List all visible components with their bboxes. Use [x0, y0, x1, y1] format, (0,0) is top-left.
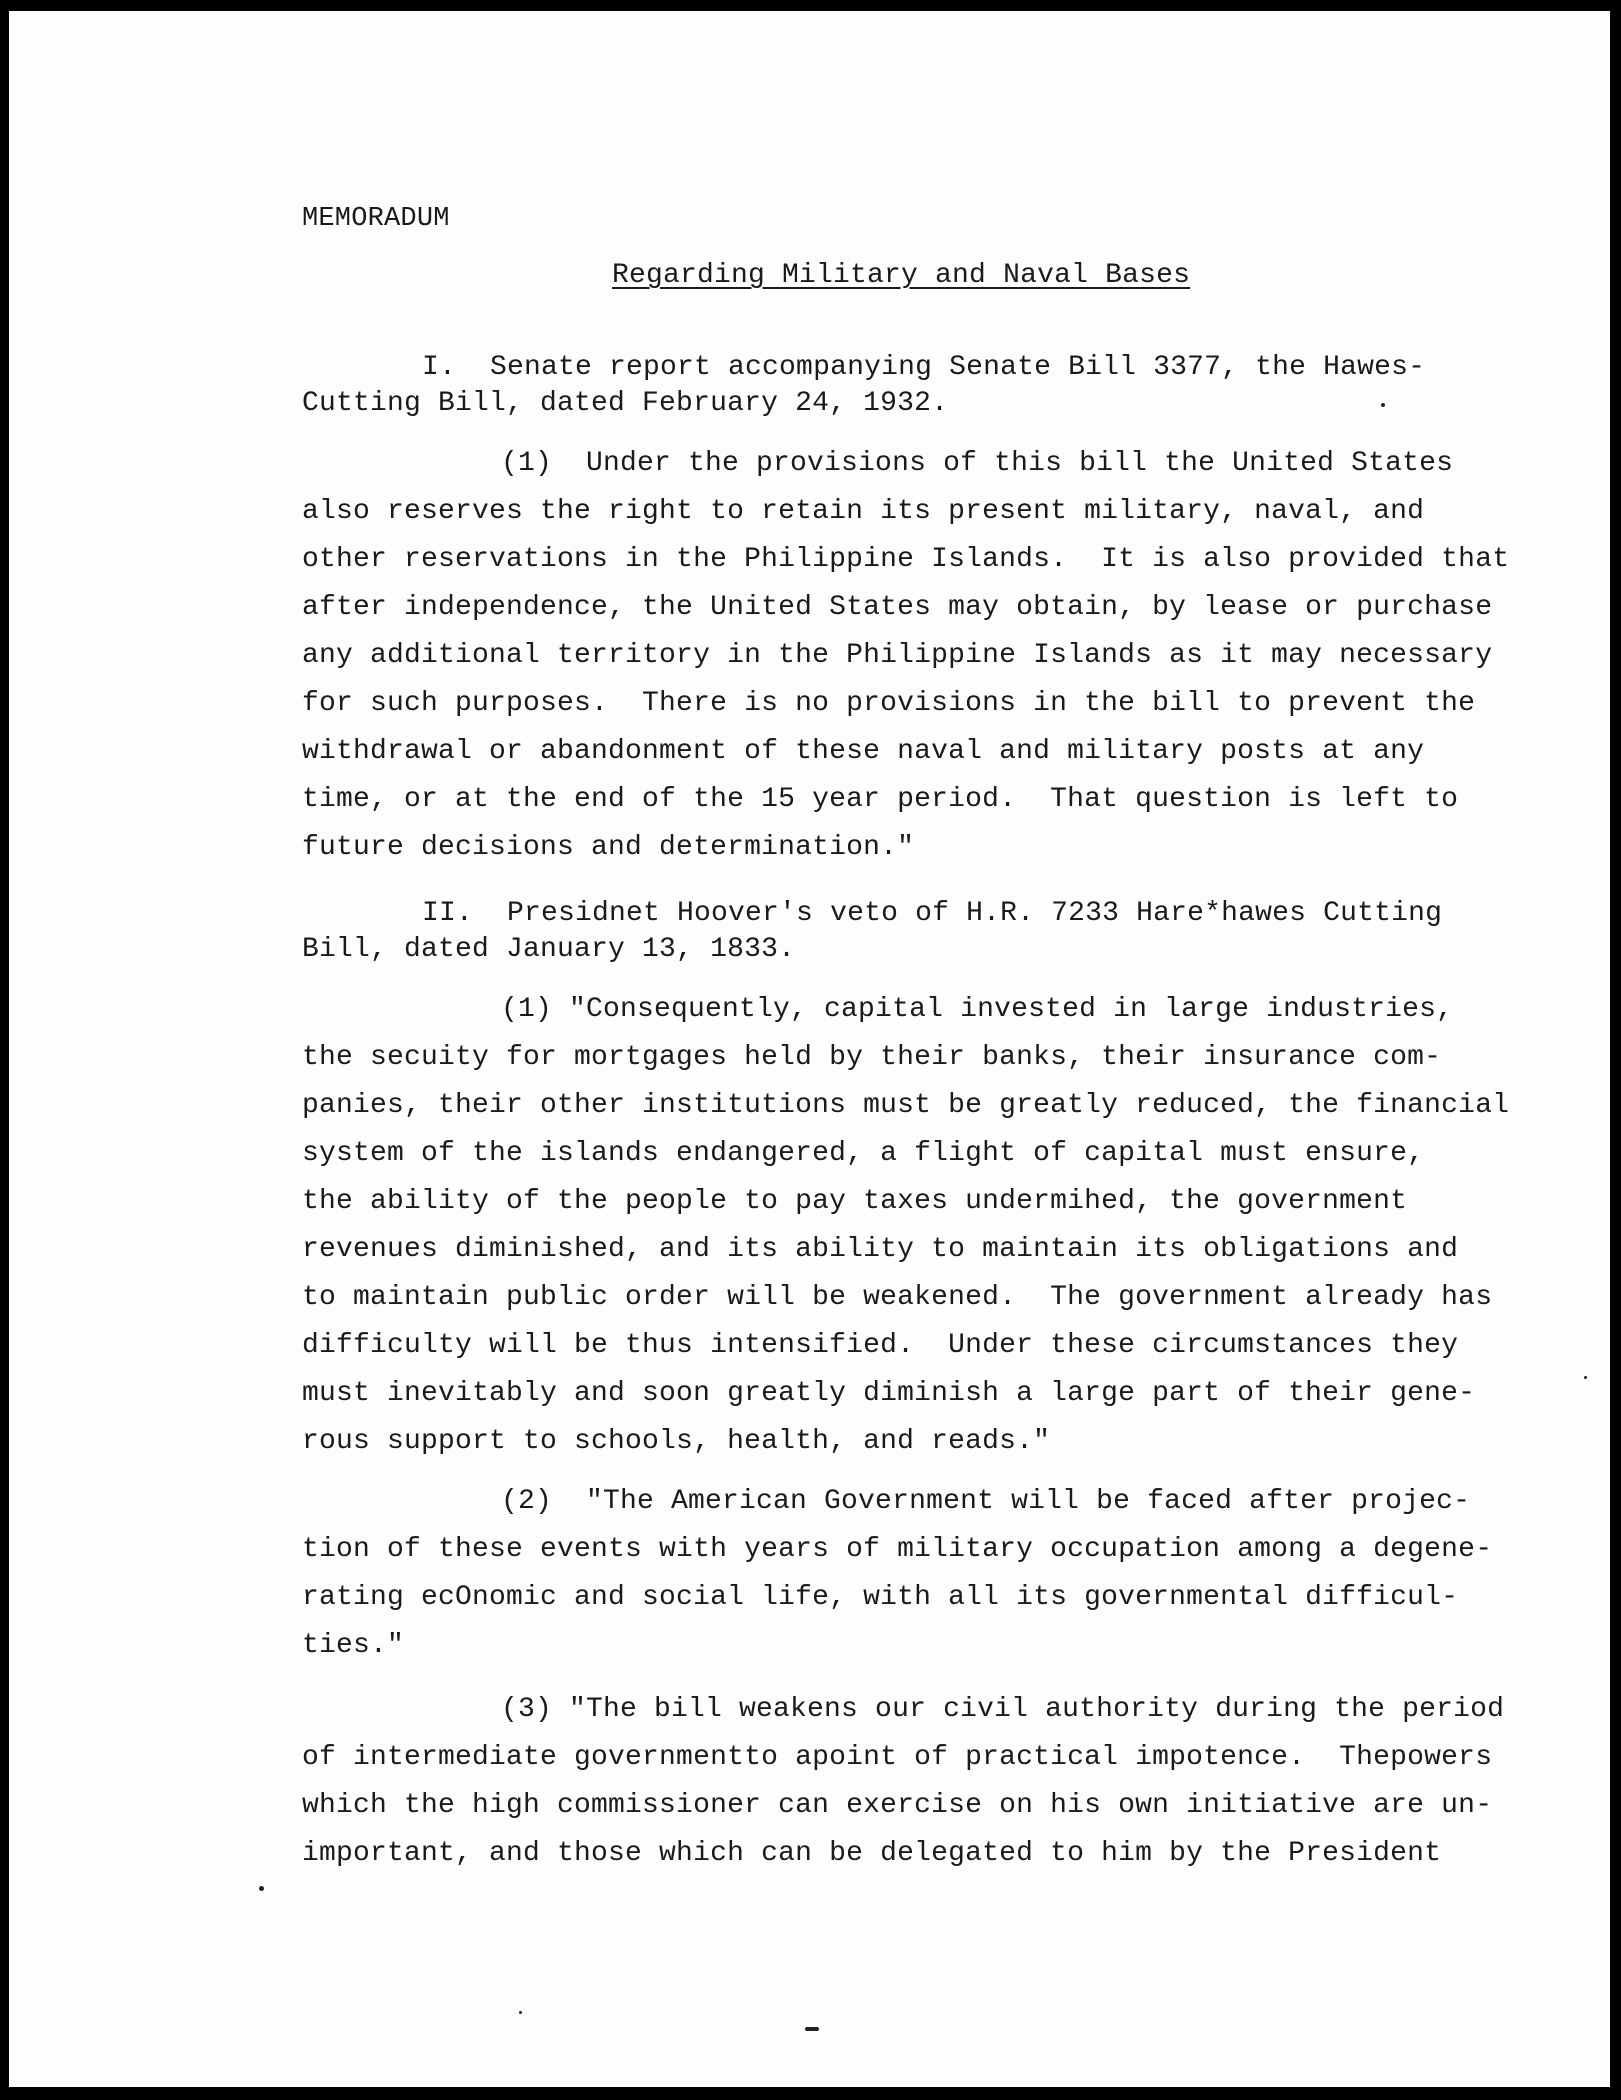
section-line: ties."	[302, 1630, 405, 1661]
scan-speck	[519, 2011, 522, 2014]
section-line: which the high commissioner can exercise on his own initiative are un-	[302, 1790, 1493, 1821]
section-line: panies, their other institutions must be greatly reduced, the financial	[302, 1090, 1510, 1121]
section-line: rating ecOnomic and social life, with all its governmental difficul-	[302, 1582, 1459, 1613]
section-line: future decisions and determination."	[302, 832, 915, 863]
section-line: (2) "The American Government will be faced after projec-	[501, 1486, 1471, 1517]
section-line: time, or at the end of the 15 year period. That question is left to	[302, 784, 1459, 815]
section-line: tion of these events with years of military occupation among a degene-	[302, 1534, 1493, 1565]
section-line: the secuity for mortgages held by their banks, their insurance com-	[302, 1042, 1442, 1073]
section-line: difficulty will be thus intensified. Under these circumstances they	[302, 1330, 1459, 1361]
section-line: also reserves the right to retain its present military, naval, and	[302, 496, 1425, 527]
section-line: of intermediate governmentto apoint of practical impotence. Thepowers	[302, 1742, 1493, 1773]
section-line: rous support to schools, health, and reads."	[302, 1426, 1051, 1457]
memo-title: Regarding Military and Naval Bases	[612, 260, 1191, 291]
section-line: Bill, dated January 13, 1833.	[302, 934, 796, 965]
document-page	[9, 11, 1610, 2087]
section-line: revenues diminished, and its ability to maintain its obligations and	[302, 1234, 1459, 1265]
section-line: after independence, the United States may obtain, by lease or purchase	[302, 592, 1493, 623]
section-line: other reservations in the Philippine Islands. It is also provided that	[302, 544, 1510, 575]
section-line: any additional territory in the Philippine Islands as it may necessary	[302, 640, 1493, 671]
section-line: II. Presidnet Hoover's veto of H.R. 7233 Hare*hawes Cutting	[422, 898, 1443, 929]
section-line: for such purposes. There is no provisions in the bill to prevent the	[302, 688, 1476, 719]
section-line: (1) "Consequently, capital invested in large industries,	[501, 994, 1454, 1025]
memo-heading: MEMORADUM	[302, 204, 450, 234]
memorandum-text	[9, 11, 1610, 2087]
section-line: withdrawal or abandonment of these naval and military posts at any	[302, 736, 1425, 767]
section-line: important, and those which can be delegated to him by the President	[302, 1838, 1442, 1869]
section-line: (1) Under the provisions of this bill the United States	[501, 448, 1454, 479]
scan-speck	[805, 2027, 819, 2031]
scan-speck	[259, 1886, 264, 1891]
scan-speck	[1381, 403, 1385, 407]
section-line: (3) "The bill weakens our civil authority during the period	[501, 1694, 1505, 1725]
section-line: I. Senate report accompanying Senate Bill 3377, the Hawes-	[422, 352, 1426, 383]
section-line: to maintain public order will be weakened. The government already has	[302, 1282, 1493, 1313]
scan-speck	[1584, 1376, 1587, 1379]
section-line: Cutting Bill, dated February 24, 1932.	[302, 388, 949, 419]
section-line: the ability of the people to pay taxes undermihed, the government	[302, 1186, 1408, 1217]
section-line: must inevitably and soon greatly diminish a large part of their gene-	[302, 1378, 1476, 1409]
section-line: system of the islands endangered, a flight of capital must ensure,	[302, 1138, 1425, 1169]
